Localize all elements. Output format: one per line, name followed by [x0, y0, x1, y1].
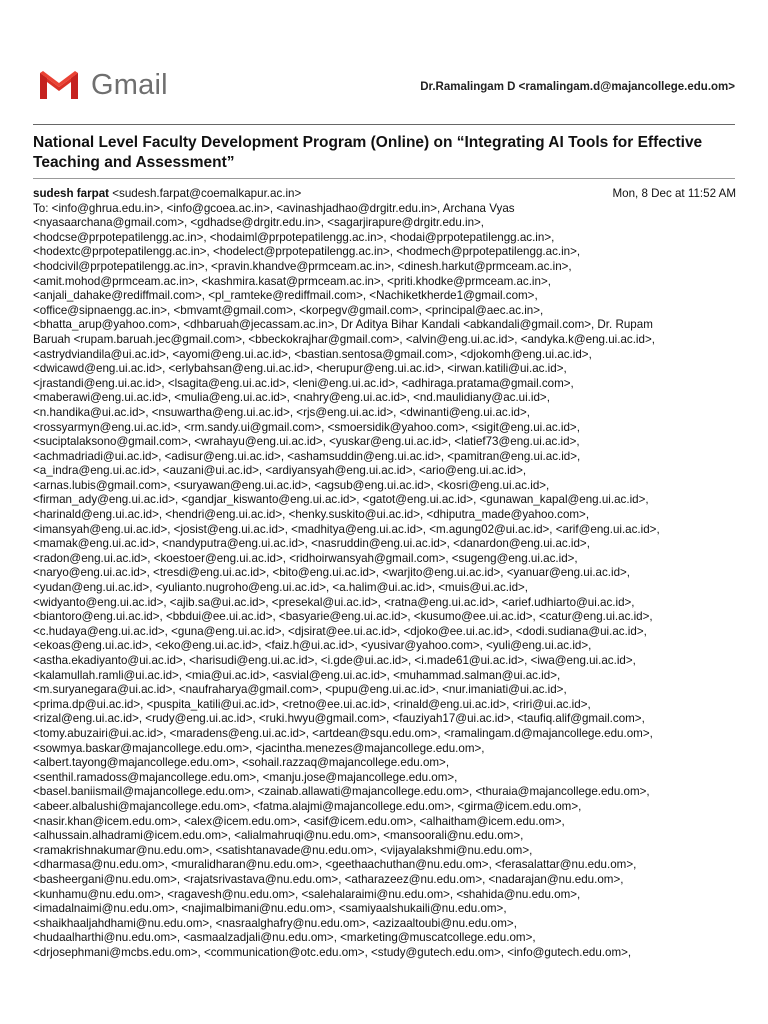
gmail-logo	[38, 70, 168, 101]
account-identity: Dr.Ramalingam D <ramalingam.d@majancollege.edu.om>	[420, 81, 735, 93]
recipient-list: To: <info@ghrua.edu.in>, <info@gcoea.ac.in>, <avinashjadhao@drgitr.edu.in>, Archana Vyas <nyasaarchana@gmail.com>, <gdhadse@drgitr.edu.in>, <sagarjirapure@drgitr.edu.in>, <hodcse@prpotepatilengg.ac.in>, <hodaiml@prpotepatilengg.ac.in>, <hodai@prpotepatilengg.ac.in>, <hodextc@prpotepatilengg.ac.in>, <hodelect@prpotepatilengg.ac.in>, <hodmech@prpotepatilengg.ac.in>, <hodcivil@prpotepatilengg.ac.in>, <pravin.khandve@prmceam.ac.in>, <dinesh.harkut@prmceam.ac.in>, <amit.mohod@prmceam.ac.in>, <kashmira.kasat@prmceam.ac.in>, <priti.khodke@prmceam.ac.in>, <anjali_dahake@rediffmail.com>, <pl_ramteke@rediffmail.com>, <Nachiketkherde1@gmail.com>, <office@sipnaengg.ac.in>, <bmvamt@gmail.com>, <korpegv@gmail.com>, <principal@aec.ac.in>, <bhatta_arup@yahoo.com>, <dhbaruah@jecassam.ac.in>, Dr Aditya Bihar Kandali <abkandali@gmail.com>, Dr. Rupam Baruah <rupam.baruah.jec@gmail.com>, <bbeckokrajhar@gmail.com>, <alvin@eng.ui.ac.id>, <andyka.k@eng.ui.ac.id>, <astrydviandila@ui.ac.id>, <ayomi@eng.ui.ac.id>, <bastian.sentosa@gmail.com>, <djokomh@eng.ui.ac.id>, <dwicawd@eng.ui.ac.id>, <erlybahsan@eng.ui.ac.id>, <herupur@eng.ui.ac.id>, <irwan.katili@ui.ac.id>, <jrastandi@eng.ui.ac.id>, <lsagita@eng.ui.ac.id>, <leni@eng.ui.ac.id>, <adhiraga.pratama@gmail.com>, <maberawi@eng.ui.ac.id>, <mulia@eng.ui.ac.id>, <nahry@eng.ui.ac.id>, <nd.maulidiany@ac.ui.id>, <n.handika@ui.ac.id>, <nsuwartha@eng.ui.ac.id>, <rjs@eng.ui.ac.id>, <dwinanti@eng.ui.ac.id>, <rossyarmyn@eng.ui.ac.id>, <rm.sandy.ui@gmail.com>, <smoersidik@yahoo.com>, <sigit@eng.ui.ac.id>, <suciptalaksono@gmail.com>, <wrahayu@eng.ui.ac.id>, <yuskar@eng.ui.ac.id>, <latief73@eng.ui.ac.id>, <achmadriadi@ui.ac.id>, <adisur@eng.ui.ac.id>, <ashamsuddin@eng.ui.ac.id>, <pamitran@eng.ui.ac.id>, <a_indra@eng.ui.ac.id>, <auzani@ui.ac.id>, <ardiyansyah@eng.ui.ac.id>, <ario@eng.ui.ac.id>, <arnas.lubis@gmail.com>, <suryawan@eng.ui.ac.id>, <agsub@eng.ui.ac.id>, <kosri@eng.ui.ac.id>, <firman_ady@eng.ui.ac.id>, <gandjar_kiswanto@eng.ui.ac.id>, <gatot@eng.ui.ac.id>, <gunawan_kapal@eng.ui.ac.id>, <harinald@eng.ui.ac.id>, <hendri@eng.ui.ac.id>, <henky.suskito@ui.ac.id>, <dhiputra_made@yahoo.com>, <imansyah@eng.ui.ac.id>, <josist@eng.ui.ac.id>, <madhitya@eng.ui.ac.id>, <m.agung02@ui.ac.id>, <arif@eng.ui.ac.id>, <mamak@eng.ui.ac.id>, <nandyputra@eng.ui.ac.id>, <nasruddin@eng.ui.ac.id>, <danardon@eng.ui.ac.id>, <radon@eng.ui.ac.id>, <koestoer@eng.ui.ac.id>, <ridhoirwansyah@gmail.com>, <sugeng@eng.ui.ac.id>, <naryo@eng.ui.ac.id>, <tresdi@eng.ui.ac.id>, <bito@eng.ui.ac.id>, <warjito@eng.ui.ac.id>, <yanuar@eng.ui.ac.id>, <yudan@eng.ui.ac.id>, <yulianto.nugroho@eng.ui.ac.id>, <a.halim@ui.ac.id>, <muis@ui.ac.id>, <widyanto@eng.ui.ac.id>, <ajib.sa@ui.ac.id>, <presekal@ui.ac.id>, <ratna@eng.ui.ac.id>, <arief.udhiarto@ui.ac.id>, <biantoro@eng.ui.ac.id>, <bbdui@ee.ui.ac.id>, <basyarie@eng.ui.ac.id>, <kusumo@ee.ui.ac.id>, <catur@eng.ui.ac.id>, <c.hudaya@eng.ui.ac.id>, <guna@eng.ui.ac.id>, <djsirat@ee.ui.ac.id>, <djoko@ee.ui.ac.id>, <dodi.sudiana@ui.ac.id>, <ekoas@eng.ui.ac.id>, <eko@eng.ui.ac.id>, <faiz.h@ui.ac.id>, <yusivar@yahoo.com>, <yuli@eng.ui.ac.id>, <astha.ekadiyanto@ui.ac.id>, <harisudi@eng.ui.ac.id>, <i.gde@ui.ac.id>, <i.made61@ui.ac.id>, <iwa@eng.ui.ac.id>, <kalamullah.ramli@ui.ac.id>, <mia@ui.ac.id>, <asvial@eng.ui.ac.id>, <muhammad.salman@ui.ac.id>, <m.suryanegara@ui.ac.id>, <naufraharya@gmail.com>, <pupu@eng.ui.ac.id>, <nur.imaniati@ui.ac.id>, <prima.dp@ui.ac.id>, <puspita_katili@ui.ac.id>, <retno@ee.ui.ac.id>, <rinald@eng.ui.ac.id>, <riri@ui.ac.id>, <rizal@eng.ui.ac.id>, <rudy@eng.ui.ac.id>, <ruki.hwyu@gmail.com>, <fauziyah17@ui.ac.id>, <taufiq.alif@gmail.com>, <tomy.abuzairi@ui.ac.id>, <maradens@eng.ui.ac.id>, <artdean@squ.edu.om>, <ramalingam.d@majancollege.edu.om>, <sowmya.baskar@majancollege.edu.om>, <jacintha.menezes@majancollege.edu.om>, <albert.tayong@majancollege.edu.om>, <sohail.razzaq@majancollege.edu.om>, <senthil.ramadoss@majancollege.edu.om>, <manju.jose@majancollege.edu.om>, <basel.baniismail@majancollege.edu.om>, <zainab.allawati@majancollege.edu.om>, <thuraia@majancollege.edu.om>, <abeer.albalushi@majancollege.edu.om>, <fatma.alajmi@majancollege.edu.om>, <girma@icem.edu.om>, <nasir.khan@icem.edu.om>, <alex@icem.edu.om>, <asif@icem.edu.om>, <alhaitham@icem.edu.om>, <alhussain.alhadrami@icem.edu.om>, <alialmahruqi@nu.edu.om>, <mansoorali@nu.edu.om>, <ramakrishnakumar@nu.edu.om>, <satishtanavade@nu.edu.om>, <vijayalakshmi@nu.edu.om>, <dharmasa@nu.edu.om>, <muralidharan@nu.edu.om>, <geethaachuthan@nu.edu.om>, <ferasalattar@nu.edu.om>, <basheergani@nu.edu.om>, <rajatsrivastava@nu.edu.om>, <atharazeez@nu.edu.om>, <nadarajan@nu.edu.om>, <kunhamu@nu.edu.om>, <ragavesh@nu.edu.om>, <salehalaraimi@nu.edu.om>, <shahida@nu.edu.om>, <imadalnaimi@nu.edu.om>, <najimalbimani@nu.edu.om>, <samiyaalshukaili@nu.edu.om>, <shaikhaaljahdhami@nu.edu.om>, <nasraalghafry@nu.edu.om>, <azizaaltoubi@nu.edu.om>, <hudaalharthi@nu.edu.om>, <asmaalzadjali@nu.edu.om>, <marketing@muscatcollege.edu.om>, <drjosephmani@mcbs.edu.om>, <communication@otc.edu.om>, <study@gutech.edu.om>, <info@gutech.edu.om>,	[33, 201, 660, 959]
print-header	[0, 0, 768, 124]
email-subject: National Level Faculty Development Program (Online) on “Integrating AI Tools for Effective Teaching and Assessment”	[33, 134, 703, 171]
message-date: Mon, 8 Dec at 11:52 AM	[612, 187, 736, 200]
sender	[33, 187, 301, 202]
message-header	[33, 187, 736, 960]
header-divider	[33, 124, 735, 125]
subject-divider	[33, 178, 735, 179]
from-row	[33, 187, 736, 202]
gmail-wordmark: Gmail	[91, 69, 168, 101]
sender-email: <sudesh.farpat@coemalkapur.ac.in>	[112, 187, 302, 200]
sender-name: sudesh farpat	[33, 187, 110, 200]
gmail-logo-icon	[38, 70, 80, 101]
